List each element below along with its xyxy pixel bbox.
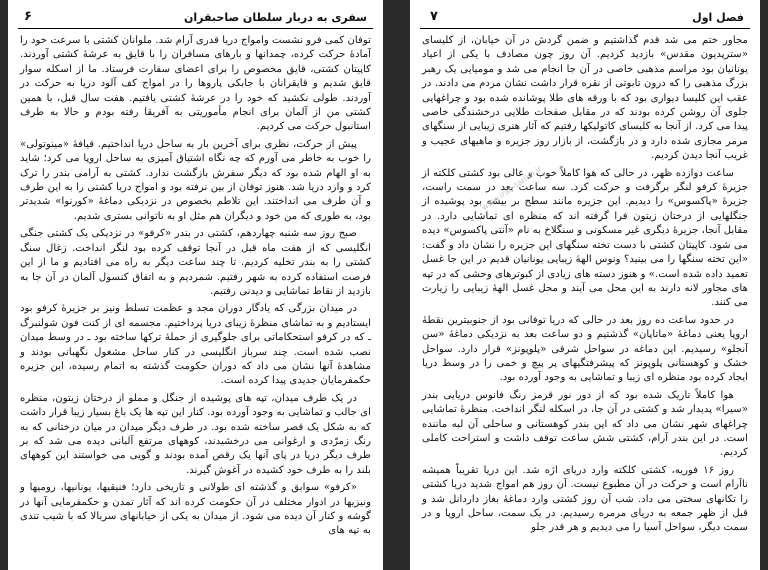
paragraph: توفان کمی فرو نشست وامواج دریا قدری آرام شد. ملوانان کشتی با سرعت خود را آمادهٔ حرکت کرده، چمدانها و بارهای مسافران را با قایق به عرشهٔ کشتی آوردند. کاپیتان کشتی، قایق مخصوص را برای اعضای سفارت فرستاد. ما از اسکله سوار قایق شدیم و قایقرانان با جابکی پاروها را در امواج کف آلود دریا به حرکت در آوردند. طولی نکشید که خود را در عرشهٔ کشتی یافتیم. هفت سال قبل، با همین کشتی من از آلمان برای انجام مأموریتی به آفریقا رفته بودم و حالا به طرف استانبول حرکت می کردیم.: [20, 35, 371, 133]
paragraph: پیش از حرکت، نظری برای آخرین بار به ساحل دریا انداختیم. قیافهٔ «مینوتولی» را خوب به خاطر می آورم که چه نگاه اشتیاق آمیزی به ساحل اروپا می کرد؛ شاید به او الهام شده بود که دیگر سفرش بازگشت ندارد. کشتی به آرامی بندر را ترک کرد و وارد دریا شد. هنوز توفان از بین نرفته بود و امواج دریا کشتی را به این طرف و آن طرف می انداختند. این تلاطم بخصوص در نزدیکی دماغهٔ «کورنوا» شدیدتر بود، به طوری که من خود و دیگران هم مثل او به ناتوانی بستری شدیم.: [20, 138, 371, 222]
paragraph: روز ۱۶ فوریه، کشتی کلکته وارد دریای اژه شد. این دریا تقریباً همیشه ناآرام است و حرکت در آن مطبوع نیست. آن روز هم امواج شدید دریا کشتی را تکانهای سختی می داد. شب آن روز کشتی وارد دماغهٔ بغاز داردانل شد و قبل از ظهر جمعه به دریای مرمره رسیدیم. در یک سمت، ساحل اروپا و در سمت دیگر، سواحل آسیا را می دیدیم و هر قدر جلو: [422, 464, 748, 534]
paragraph: هوا کاملاً تاریک شده بود که از دور نور قرمز رنگ فانوس دریایی بندر «سیرا» پدیدار شد و کشتی در آن جا، در اسکله لنگر انداخت. منظرهٔ تماشایی چراغهای شهر نشان می داد که این بندر کوهستانی و ساحلی آن لبه ماننده است. در این بندر آرام، کشتی شش ساعت توقف داشت و استراحت کاملی کردیم.: [422, 389, 748, 459]
paragraph: ساعت دوازده ظهر، در حالی که هوا کاملاً خوب و عالی بود کشتی کلکته از جزیرهٔ کرفو لنگر برگرفت و حرکت کرد. سه ساعت بعد در سمت راست، جزیرهٔ «پاکسوس» را دیدیم. این جزیره مانند سطح بر بیشه بود پوشیده از جنگلهایی از درختان زیتون فرا گرفته اند که منظره ای تماشایی دارد. در مقابل آنجا، جزیرهٔ دیگری غیر مسکونی و سنگلاخ به نام «آنتی پاکسوس» دیده می شود. کاپیتان کشتی با دست تخته سنگهای این جزیره را نشان داد و گفت: «این تخته سنگها را می بینید؟ ونوس الههٔ زیبایی یونانیان قدیم در این جا غسل تعمید داده شده است.» و هنوز دسته های زیادی از کبوترهای وحشی که در تپه های مجاور لانه دارند به این محل می آیند و محل غسل الههٔ زیبایی را زیارت می کنند.: [422, 167, 748, 309]
right-page: [410, 0, 760, 570]
page-number: ۶: [24, 9, 32, 24]
paragraph: در یک طرف میدان، تپه های پوشیده از جنگل و مملو از درختان زیتون، منظره ای جالب و تماشایی به وجود آورده بود. کنار این تپه ها یک باغ بسیار زیبا قرار داشت که به شکل یک قصر ساخته شده بود. در طرف دیگر میدان در میان درختانی که به رنگ زمرّدی و ارغوانی می درخشیدند، کوههای مرتفع آلبانی دیده می شد که بر طرف دیگر دریا در پای آنها یک رقص آمده بودند و گویی می خواستند این کوههای بلند را به طرف خود کشیده در آغوش گیرند.: [20, 392, 371, 476]
watermark: www.iran-tarikh.ir: [480, 164, 544, 213]
paragraph: صبح روز سه شنبه چهاردهم، کشتی در بندر «کرفو» در نزدیکی یک کشتی جنگی انگلیسی که از هفت ماه قبل در آنجا توقف کرده بود لنگر انداخت. زغال سنگ کشتی را به بندر تخلیه کردیم. تا چند ساعت دیگر به راه می افتادیم و ما از این فرصت استفاده کرده به شهر رفتیم. شمردیم و به اتفاق کنسول آلمان در آن جا به بازدید از نقاط تماشایی و دیدنی رفتیم.: [20, 228, 371, 297]
chapter-title: فصل اول: [692, 11, 744, 24]
right-edge-gutter: [760, 0, 768, 570]
running-title: سفری به دربار سلطان صاحبقران: [184, 11, 367, 24]
book-spine-gutter: [383, 0, 410, 570]
right-page-header: [420, 8, 750, 29]
left-page-header: [18, 8, 373, 29]
paragraph: در میدان بزرگی که یادگار دوران مجد و عظمت تسلط ونیز بر جزیرهٔ کرفو بود ایستادیم و به تماشای منظرهٔ زیبای دریا پرداختیم. مجسمه ای از کنت فون شولنبرگ ـ که در کرفو استحکاماتی برای جلوگیری از حملهٔ ترکها ساخته بود ـ در وسط میدان نصب شده است. چند سرباز انگلیسی در کنار ساحل مشغول نگهبانی بودند و مشاهدهٔ آنها نشان می داد که دوران حکومت گذشته به اتمام رسیده، این جزیره حکمفرمایان جدیدی پیدا کرده است.: [20, 303, 371, 387]
page-number: ۷: [430, 9, 438, 24]
left-page: [8, 0, 383, 570]
left-page-body: [20, 34, 371, 566]
left-edge-gutter: [0, 0, 8, 570]
paragraph: مجاور ختم می شد قدم گذاشتیم و ضمن گردش در آن خیابان، از کلیسای «سترپدیون مقدس» بازدید کردیم. آن روز چون مصادف با یکی از اعیاد یونانیان بود مراسم مذهبی خاصی در آن جا انجام می شد و مومیایی یک رهبر بزرگ مذهبی را که درون تابوتی از نقره قرار داشت نشان مردم می دادند. در عقب این کلیسا دیواری بود که با ورقه های طلا پوشانده شده بود و چراغهایی جلوی آن روشن کرده بودند که در مقابل صفحات طلایی درخشندگی خاصی پیدا می کرد. از آنجا به کلیسای کاتولیکها رفتیم که آثار هنری زیبایی از سنگهای مرمر مجاری شده دارد و در بازگشت، از بازار روز جزیره و ماهیهای عجیب و غریب آنجا دیدن کردیم.: [422, 35, 748, 162]
right-page-body: [422, 34, 748, 566]
paragraph: در حدود ساعت ده روز بعد در حالی که دریا توفانی بود از جنوبیترین نقطهٔ اروپا یعنی دماغهٔ «ماتاپان» گذشتیم و دو ساعت بعد به نزدیکی دماغهٔ «سن آنجلو» رسیدیم. این دماغه در سواحل شرقی «پلوپونز» قرار دارد. سواحل خشک و کوهستانی پلوپونز که پیشرفتگیهای پر پیچ و خمی را در وسط دریا ایجاد کرده بود منظره ای زیبا و تماشایی به وجود آورده بود.: [422, 314, 748, 384]
paragraph: «کرفو» سوابق و گذشته ای طولانی و تاریخی دارد؛ فنیقیها، یونانیها، رومیها و ونیزیها در ادوار مختلف در آن حکومت کرده اند که آثار تمدن و حکمفرمایی آنها در گوشه و کنار آن دیده می شود. از میدان به یکی از خیابانهای سربالا که با شیب تندی به تپه های: [20, 482, 371, 537]
